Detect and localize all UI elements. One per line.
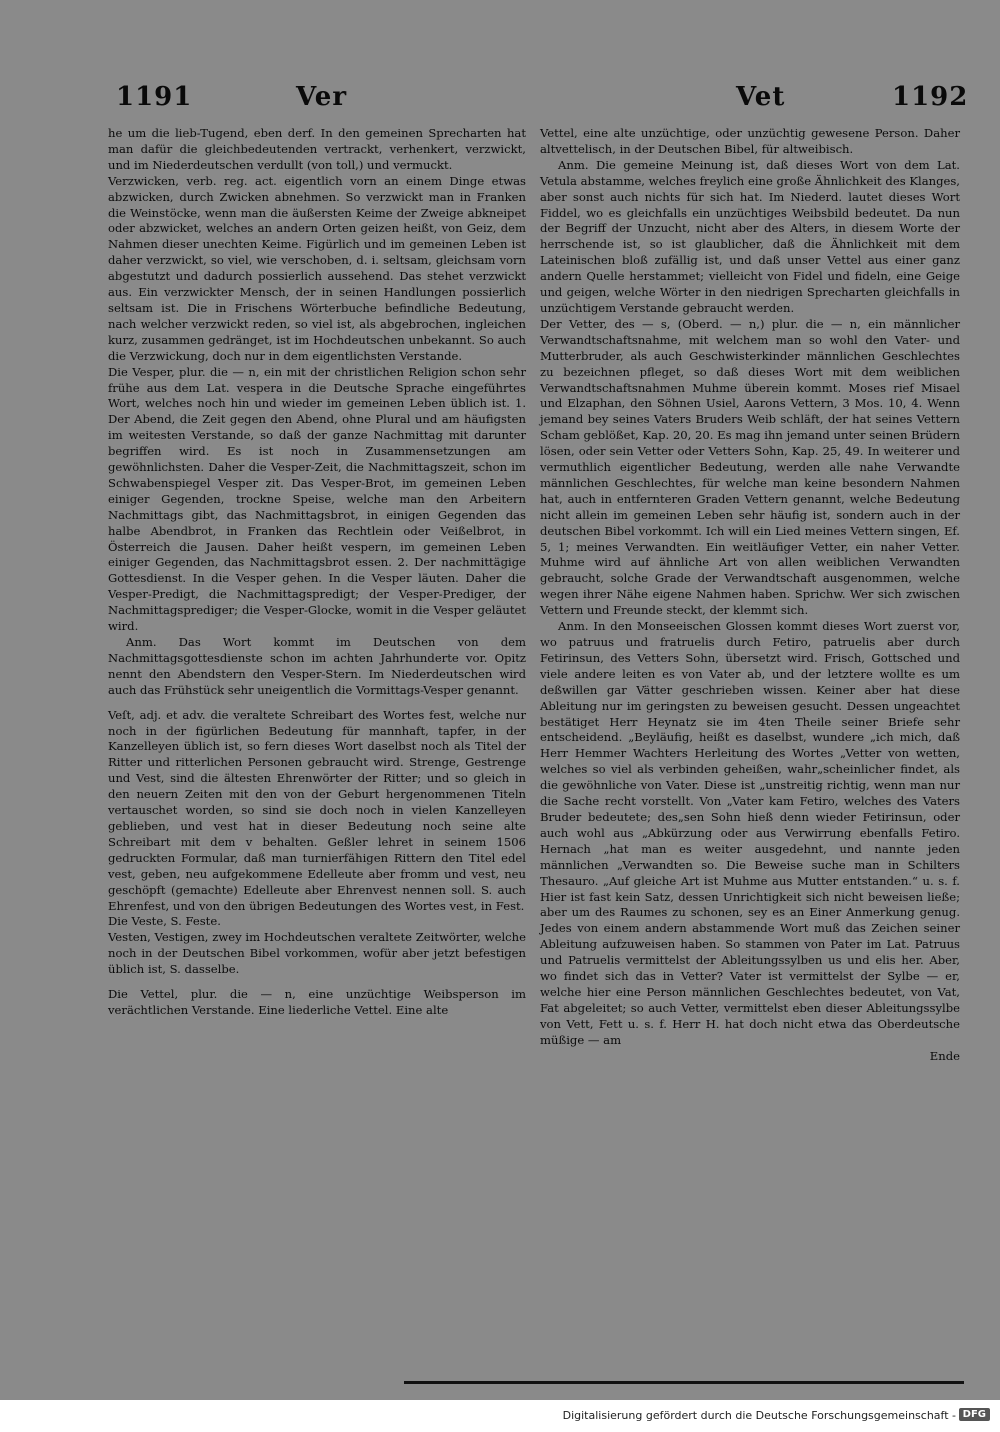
right-note-vetter: Anm. In den Monseeischen Glossen kommt dieses Wort zuerst vor, wo patruus und fratruelis durch Fetiro, patruelis aber durch Fetirinsun, des Vetters Sohn, übersetzt wird. Frisch, Gottsched und viele andere leiten es von Vater ab, und der letztere wollte es um deßwillen gar Vätter geschrieben wissen. Keiner aber hat diese Ableitung nur im geringsten zu beweisen gesucht. Dessen ungeachtet bestätiget Herr Heynatz sie im 4ten Theile seiner Briefe sehr entscheidend. „Beyläufig, heißt es daselbst, wundere „ich mich, daß Herr Hemmer Wachters Herleitung des Wortes „Vetter von wetten, welches so viel als verbinden geheißen, wahr„scheinlicher findet, als die gewöhnliche von Vater. Diese ist „unstreitig richtig, wenn man nur die Sache recht vorstellt. Von „Vater kam Fetiro, welches des Vaters Bruder bedeutete; des„sen Sohn hieß denn wieder Fetirinsun, oder auch wohl aus „Abkürzung oder aus Verwirrung ebenfalls Fetiro. Hernach „hat man es weiter ausgedehnt, und nannte jeden männlichen „Verwandten so. Die Beweise suche man in Schilters Thesauro. „Auf gleiche Art ist Muhme aus Mutter entstanden.“ u. s. f. Hier ist fast kein Satz, dessen Unrichtigkeit sich nicht beweisen ließe; aber um des Raumes zu schonen, sey es an Einer Anmerkung genug. Jedes von einem andern abstammende Wort muß das Zeichen seiner Ableitung aufzuweisen haben. So stammen von Pater im Lat. Patruus und Patruelis vermittelst der Ableitungssylben us und elis her. Aber, wo findet sich das in Vetter? Vater ist vermittelst der Sylbe — er, welche hier eine Person männlichen Geschlechtes bedeutet, von Vat, Fat abgeleitet; so auch Vetter, vermittelst eben dieser Ableitungssylbe von Vett, Fett u. s. f. Herr H. hat doch nicht etwa das Oberdeutsche müßige — am <box>540 619 960 1047</box>
left-entry-vesper: Die Vesper, plur. die — n, ein mit der christlichen Religion schon sehr frühe aus dem Lat. vespera in die Deutsche Sprache eingeführtes Wort, welches noch hin und wieder im gemeinen Leben üblich ist. 1. Der Abend, die Zeit gegen den Abend, ohne Plural und am häufigsten im weitesten Verstande, so daß der ganze Nachmittag mit darunter begriffen wird. Es ist noch in Zusammensetzungen am gewöhnlichsten. Daher die Vesper-Zeit, die Nachmittagszeit, schon im Schwabenspiegel Vesper zit. Das Vesper-Brot, im gemeinen Leben einiger Gegenden, trockne Speise, welche man den Arbeitern Nachmittags gibt, das Nachmittagsbrot, in einigen Gegenden das halbe Abendbrot, in Franken das Rechtlein oder Veißelbrot, in Österreich die Jausen. Daher heißt vespern, im gemeinen Leben einiger Gegenden, das Nachmittagsbrot essen. 2. Der nachmittägige Gottesdienst. In die Vesper gehen. In die Vesper läuten. Daher die Vesper-Predigt, die Nachmittagspredigt; der Vesper-Prediger, der Nachmittagsprediger; die Vesper-Glocke, womit in die Vesper geläutet wird. <box>108 364 526 634</box>
left-running-head: Ver <box>296 82 348 112</box>
left-entry-veste: Die Veste, S. Feste. <box>108 914 221 929</box>
footer-credit: Digitalisierung gefördert durch die Deutsche Forschungsgemeinschaft - <box>562 1409 956 1422</box>
catchword: Ende <box>929 1048 960 1063</box>
dfg-logo-icon: DFG <box>959 1408 990 1421</box>
bottom-rule <box>404 1381 964 1384</box>
right-note-vettel: Anm. Die gemeine Meinung ist, daß dieses Wort von dem Lat. Vetula abstamme, welches freylich eine große Ähnlichkeit des Klanges, aber sonst auch nichts für sich hat. Im Niederd. lautet dieses Wort Fiddel, wo es gleichfalls ein unzüchtiges Weibsbild bedeutet. Da nun der Begriff der Unzucht, nicht aber des Alters, in diesem Worte der herrschende ist, so ist glaublicher, daß die Ähnlichkeit mit dem Lateinischen bloß zufällig ist, und daß unser Vettel aus einer ganz andern Quelle herstammet; vielleicht von Fidel und fideln, eine Geige und geigen, welche Wörter in den niedrigen Sprecharten gleichfalls in unzüchtigem Verstande gebraucht werden. <box>540 157 960 315</box>
footer-bar <box>0 1400 1000 1432</box>
left-page-number: 1191 <box>116 82 193 112</box>
left-entry-vettel: Die Vettel, plur. die — n, eine unzüchtige Weibsperson im verächtlichen Verstande. Eine liederliche Vettel. Eine alte <box>108 987 526 1017</box>
right-column <box>540 126 960 1064</box>
left-entry-verzwicken: Verzwicken, verb. reg. act. eigentlich vorn an einem Dinge etwas abzwicken, durch Zwicken abnehmen. So verzwickt man in Franken die Weinstöcke, wenn man die äußersten Keime der Zweige abkneipet oder abzwicket, welches an andern Orten geizen heißt, von Geiz, dem Nahmen dieser unechten Keime. Figürlich und im gemeinen Leben ist daher verzwickt, so viel, wie verschoben, d. i. seltsam, gleichsam vorn abgestutzt und dadurch possierlich aussehend. Das stehet verzwickt aus. Ein verzwickter Mensch, der in seinen Handlungen possierlich seltsam ist. Die in Frischens Wörterbuche befindliche Bedeutung, nach welcher verzwickt reden, so viel ist, als abgebrochen, ingleichen kurz, zusammen gedränget, ist im Hochdeutschen unbekannt. So auch die Verzwickung, doch nur in dem eigentlichsten Verstande. <box>108 173 526 363</box>
right-entry-vetter: Der Vetter, des — s, (Oberd. — n,) plur. die — n, ein männlicher Verwandtschaftsnahme, mit welchem man so wohl den Vater- und Mutterbruder, als auch Geschwisterkinder männlichen Geschlechtes zu bezeichnen pfleget, so daß dieses Wort mit dem weiblichen Verwandtschaftsnahmen Muhme überein kommt. Moses rief Misael und Elzaphan, den Söhnen Usiel, Aarons Vettern, 3 Mos. 10, 4. Wenn jemand bey seines Vaters Bruders Weib schläft, der hat seines Vettern Scham geblößet, Kap. 20, 20. Es mag ihn jemand unter seinen Brüdern lösen, oder sein Vetter oder Vetters Sohn, Kap. 25, 49. In weiterer und vermuthlich eigentlicher Bedeutung, werden alle nahe Verwandte männlichen Geschlechtes, für welche man keine besondern Nahmen hat, auch in entfernteren Graden Vettern genannt, welche Bedeutung nicht allein im gemeinen Leben sehr häufig ist, sondern auch in der deutschen Bibel vorkommt. Ich will ein Lied meines Vettern singen, Ef. 5, 1; meines Verwandten. Ein weitläufiger Vetter, ein naher Vetter. Muhme wird auf ähnliche Art von allen weiblichen Verwandten gebraucht, solche Grade der Verwandtschaft ausgenommen, welche wegen ihrer Nähe eigene Nahmen haben. Sprichw. Wer sich zwischen Vettern und Freunde steckt, der klemmt sich. <box>540 316 961 618</box>
left-entry-vesten: Vesten, Vestigen, zwey im Hochdeutschen veraltete Zeitwörter, welche noch in der Deutschen Bibel vorkommen, wofür aber jetzt befestigen üblich ist, S. dasselbe. <box>108 930 526 977</box>
left-entry-verdullt: he um die lieb-Tugend, eben derf. In den gemeinen Sprecharten hat man dafür die gleichbedeutenden vertrackt, verhenkert, verzwickt, und im Niederdeutschen verdullt (von toll,) und vermuckt. <box>108 126 526 172</box>
right-running-head: Vet <box>736 82 786 112</box>
left-column <box>108 126 526 1019</box>
left-note-vesper: Anm. Das Wort kommt im Deutschen von dem Nachmittagsgottesdienste schon im achten Jahrhunderte vor. Opitz nennt den Abendstern den Vesper-Stern. Im Niederdeutschen wird auch das Frühstück sehr uneigentlich die Vormittags-Vesper genannt. <box>108 635 526 697</box>
right-entry-vettel-cont: Vettel, eine alte unzüchtige, oder unzüchtig gewesene Person. Daher altvettelisch, in der Deutschen Bibel, für altweibisch. <box>540 126 960 156</box>
right-page-number: 1192 <box>892 82 969 112</box>
left-entry-vest: Veſt, adj. et adv. die veraltete Schreibart des Wortes fest, welche nur noch in der figürlichen Bedeutung für mannhaft, tapfer, in der Kanzelleyen üblich ist, so fern dieses Wort daselbst noch als Titel der Ritter und ritterlichen Personen gebraucht wird. Strenge, Gestrenge und Vest, sind die ältesten Ehrenwörter der Ritter; und so gleich in den neuern Zeiten mit den von der Geburt hergenommenen Titeln vertauschet worden, so sind sie doch noch in vielen Kanzelleyen geblieben, und vest hat in dieser Bedeutung noch seine alte Schreibart mit dem v behalten. Geßler lehret in seinem 1506 gedruckten Formular, daß man turnierfähigen Rittern den Titel edel vest, geben, neu aufgekommene Edelleute aber fromm und vest, neu geschöpft (gemachte) Edelleute aber Ehrenvest nennen soll. S. auch Ehrenfest, und von den übrigen Bedeutungen des Wortes vest, in Fest. <box>108 707 526 913</box>
